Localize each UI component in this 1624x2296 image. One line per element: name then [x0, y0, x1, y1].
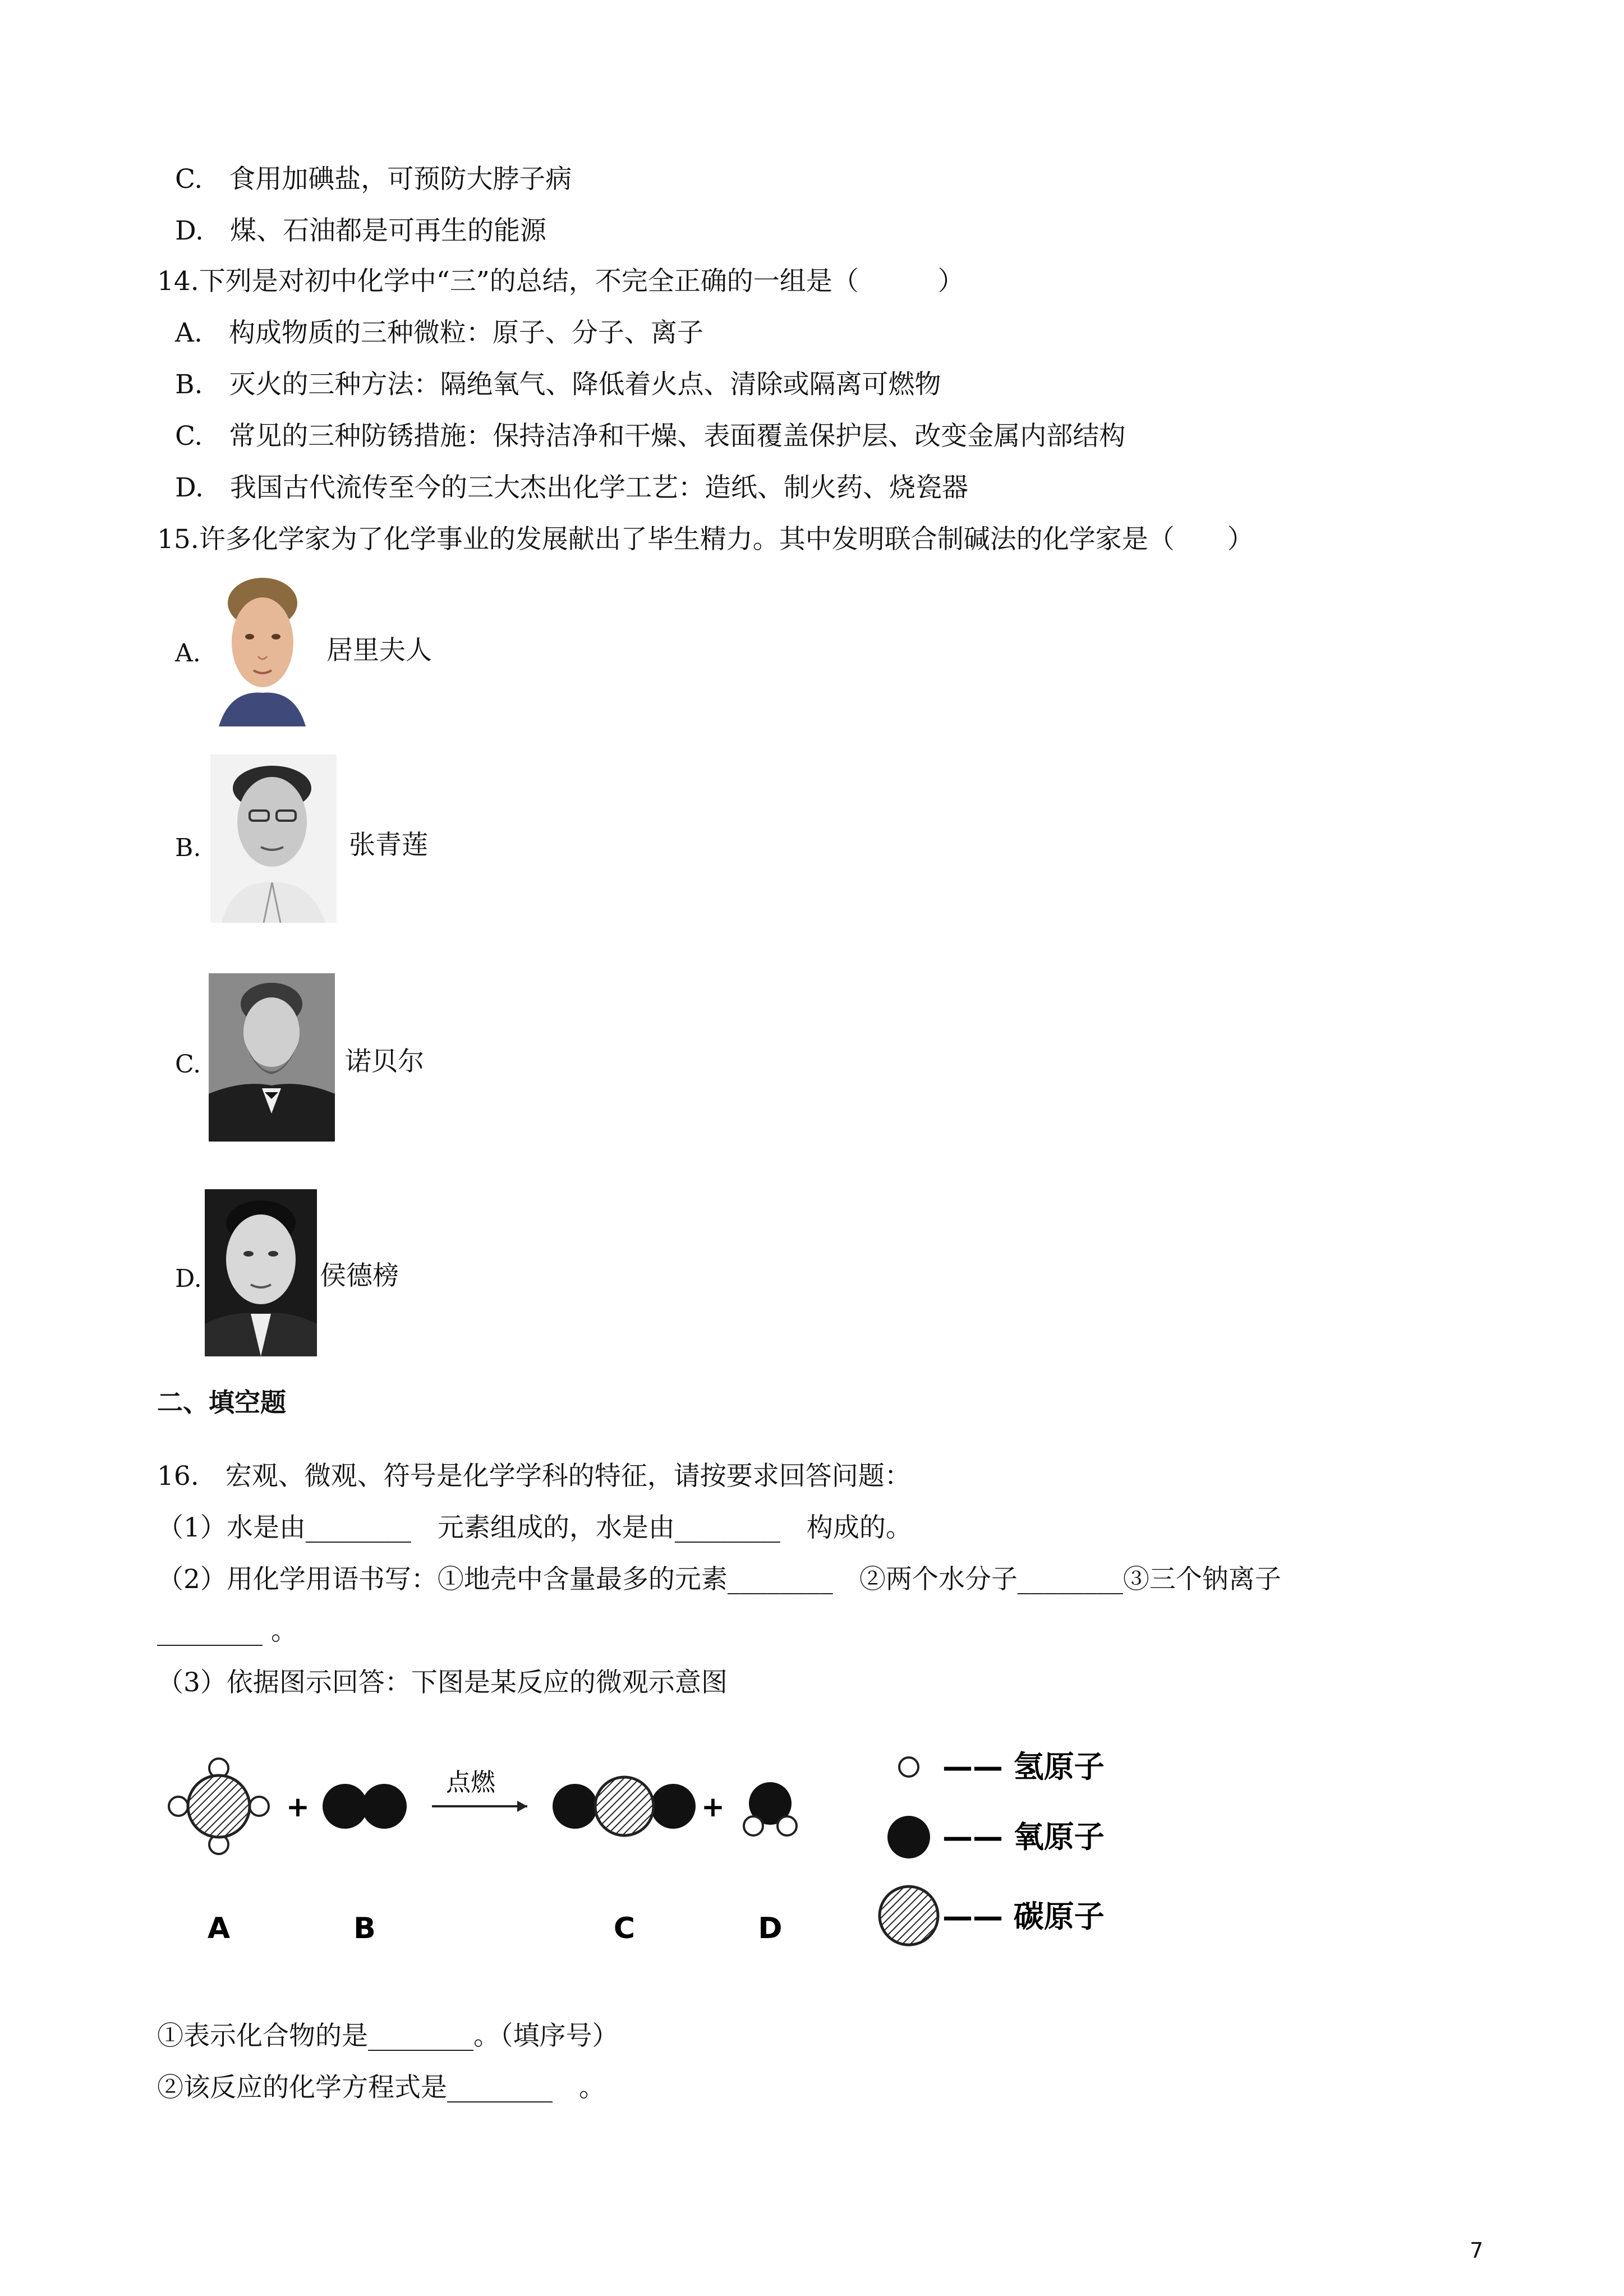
q14-option-c: C. 常见的三种防锈措施：保持洁净和干燥、表面覆盖保护层、改变金属内部结构	[175, 421, 1126, 452]
legend-oxygen-atom	[887, 1816, 930, 1858]
label-b: B	[353, 1912, 376, 1945]
plus-sign: +	[286, 1791, 310, 1823]
q15-option-d-label: D.	[175, 1264, 202, 1293]
q15-option-d-name: 侯德榜	[320, 1260, 399, 1291]
q16-part-1: （1）水是由________ 元素组成的，水是由________ 构成的。	[157, 1512, 912, 1543]
portrait-hou-debang	[205, 1189, 317, 1356]
q16-stem: 16. 宏观、微观、符号是化学学科的特征，请按要求回答问题：	[157, 1461, 911, 1492]
reaction-diagram	[157, 1745, 1167, 1986]
q14-option-a: A. 构成物质的三种微粒：原子、分子、离子	[175, 318, 703, 348]
label-c: C	[613, 1912, 636, 1945]
portrait-nobel	[209, 973, 335, 1142]
legend	[880, 1749, 1105, 1945]
q15-option-c-label: C.	[175, 1050, 201, 1079]
q14-option-b: B. 灭火的三种方法：隔绝氧气、降低着火点、清除或隔离可燃物	[175, 369, 941, 400]
legend-carbon-text: —— 碳原子	[942, 1899, 1105, 1934]
q14-stem: 14.下列是对初中化学中“三”的总结，不完全正确的一组是（ ）	[157, 266, 964, 297]
q15-option-c-name: 诺贝尔	[345, 1046, 424, 1077]
plus-sign: +	[701, 1791, 725, 1823]
q16-part-3: （3）依据图示回答：下图是某反应的微观示意图	[157, 1667, 728, 1698]
page-number: 7	[1470, 2238, 1484, 2263]
q14-option-d: D. 我国古代流传至今的三大杰出化学工艺：造纸、制火药、烧瓷器	[175, 472, 968, 503]
label-d: D	[758, 1912, 783, 1945]
molecule-c	[553, 1777, 696, 1835]
molecule-d	[744, 1782, 797, 1835]
q13-option-d: D. 煤、石油都是可再生的能源	[175, 215, 546, 246]
q16-sub-2: ②该反应的化学方程式是________ 。	[157, 2072, 605, 2103]
q13-option-c: C. 食用加碘盐，可预防大脖子病	[175, 164, 572, 195]
portrait-curie	[213, 578, 311, 726]
section-title: 二、填空题	[157, 1387, 286, 1418]
q16-sub-1: ①表示化合物的是________。（填序号）	[157, 2021, 619, 2051]
label-a: A	[207, 1912, 231, 1945]
q15-stem: 15.许多化学家为了化学事业的发展献出了毕生精力。其中发明联合制碱法的化学家是（ ）	[157, 524, 1254, 555]
portrait-zhang-qinglian	[210, 754, 337, 923]
q15-option-b-name: 张青莲	[349, 830, 428, 861]
q16-part-2-continued: ________ 。	[157, 1616, 297, 1646]
legend-hydrogen-atom	[899, 1757, 918, 1777]
legend-hydrogen-text: —— 氢原子	[942, 1749, 1105, 1784]
q15-option-a-label: A.	[175, 639, 201, 668]
legend-oxygen-text: —— 氧原子	[942, 1819, 1105, 1855]
q15-option-b-label: B.	[175, 834, 201, 862]
q15-option-a-name: 居里夫人	[326, 635, 432, 666]
q16-part-2: （2）用化学用语书写：①地壳中含量最多的元素________ ②两个水分子________③三个钠离子	[157, 1564, 1281, 1595]
arrow-label: 点燃	[446, 1768, 495, 1797]
legend-carbon-atom	[880, 1887, 938, 1945]
molecule-b	[323, 1784, 407, 1829]
molecule-a	[169, 1759, 269, 1854]
